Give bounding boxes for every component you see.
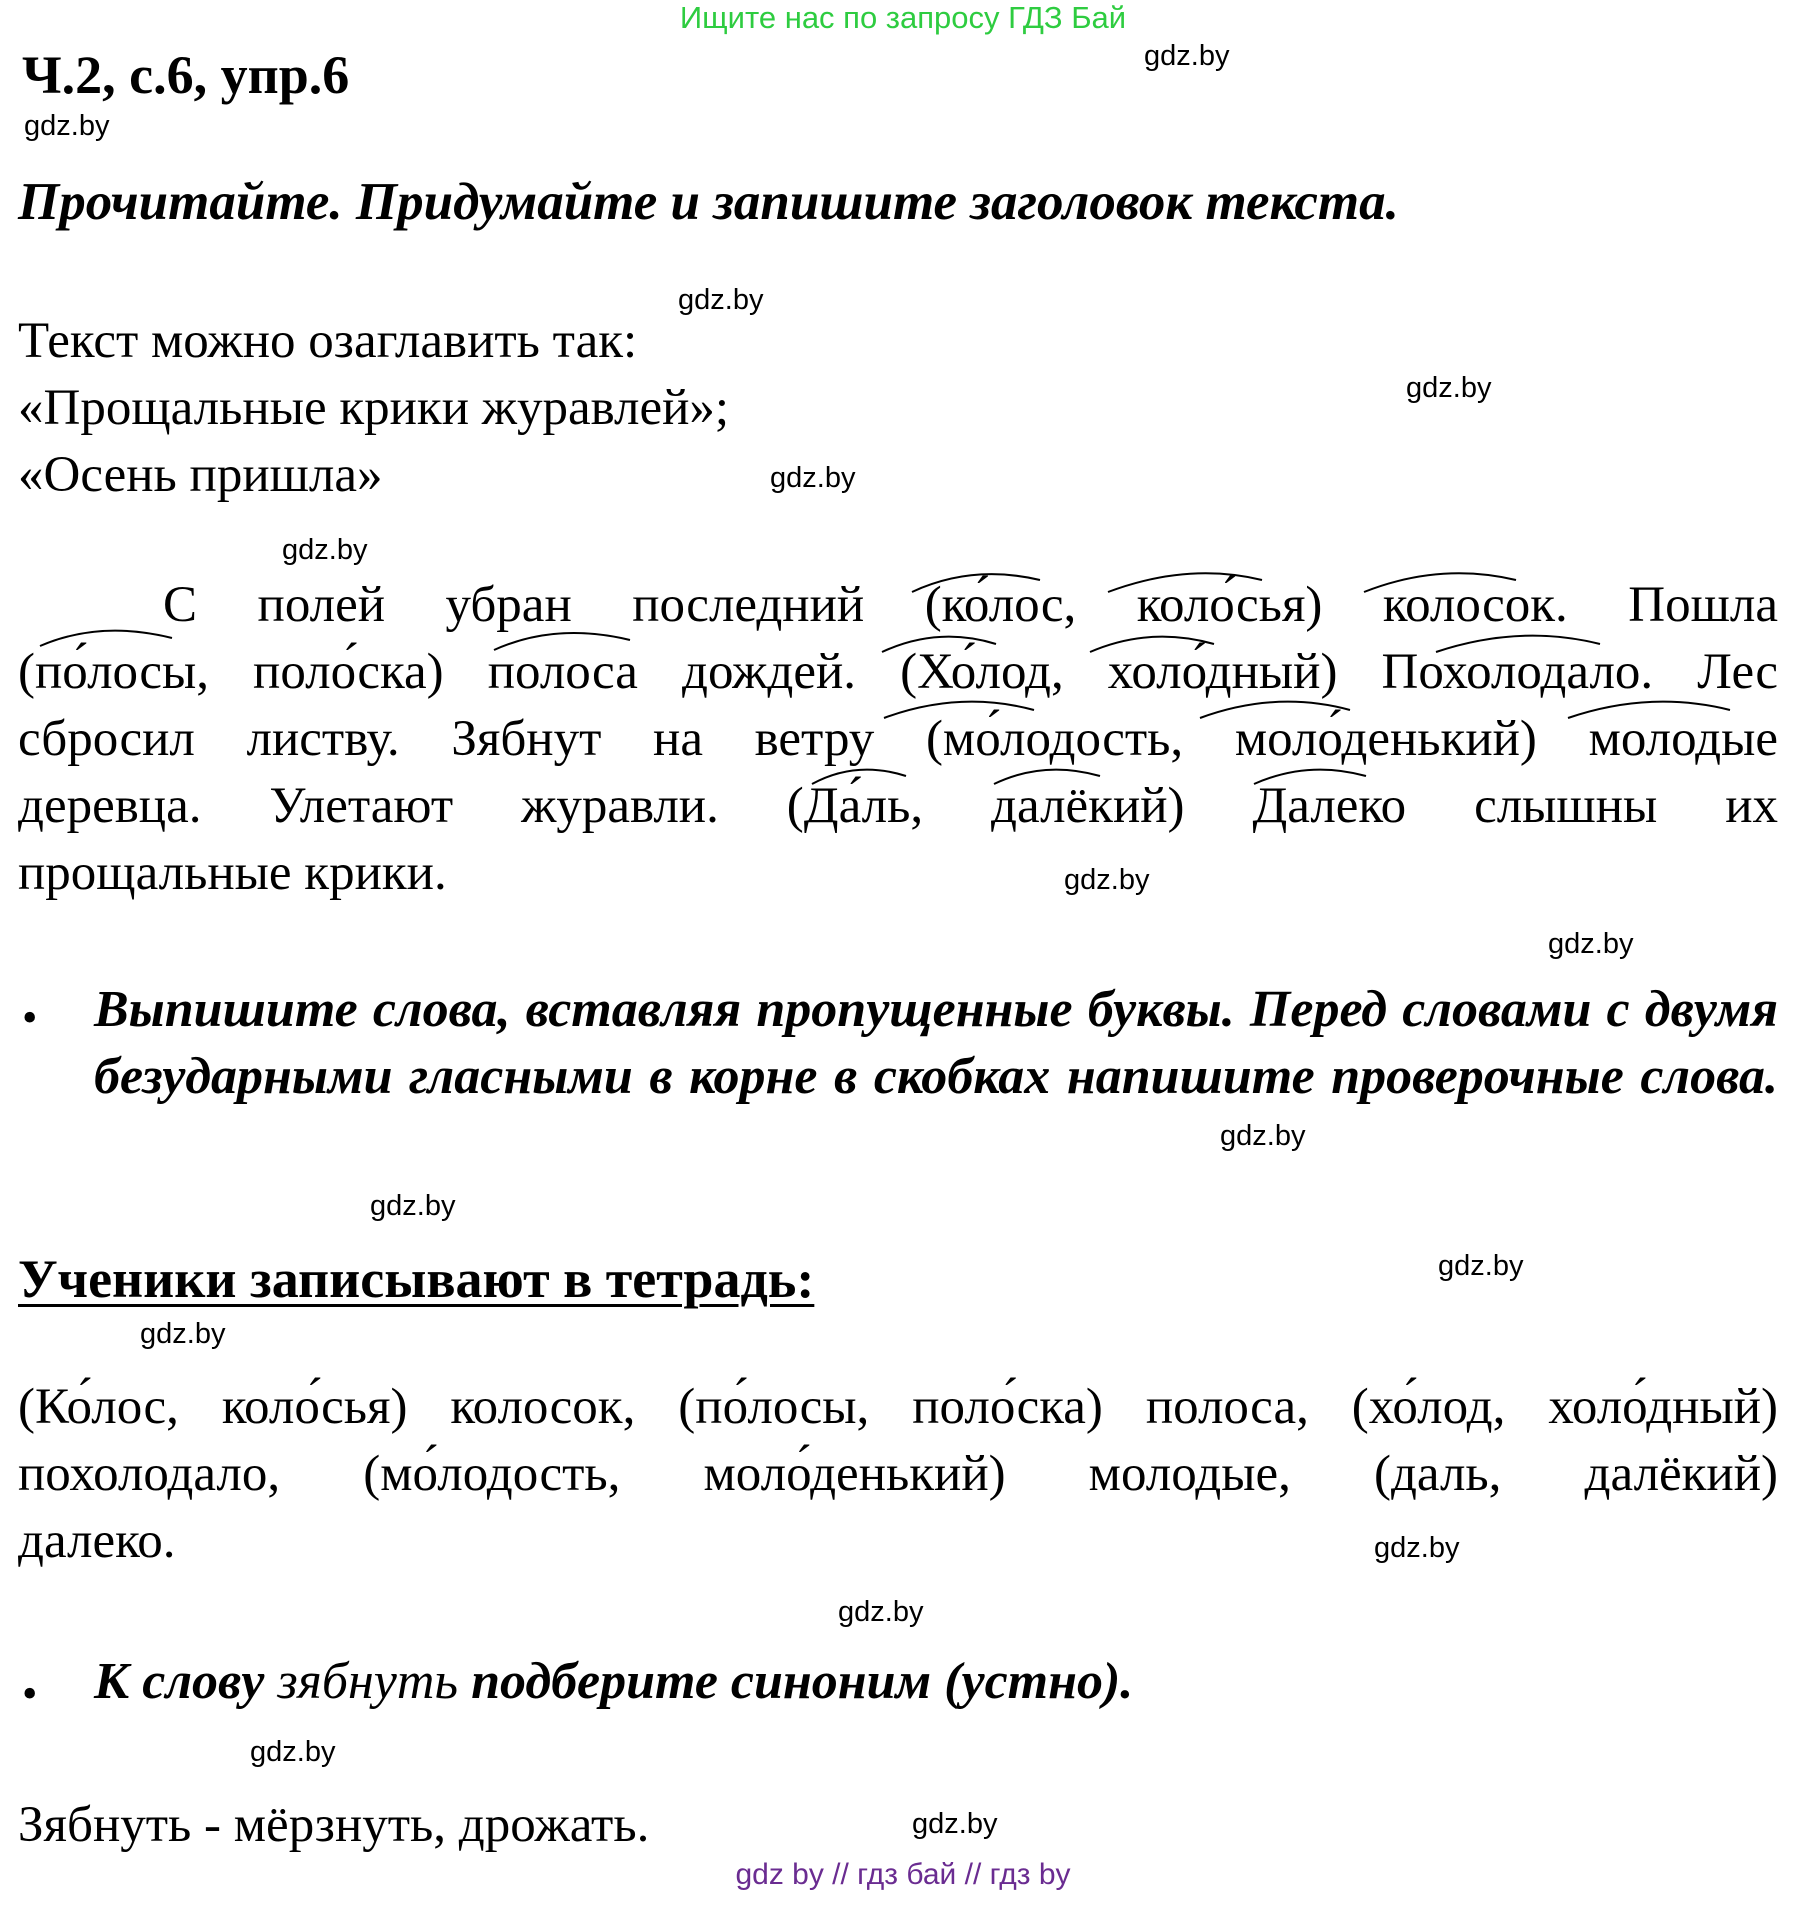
watermark: gdz.by	[1064, 864, 1150, 896]
task-1: Прочитайте. Придумайте и запишите заголовок текста.	[18, 173, 1399, 231]
task-3-rest: подберите синоним (устно).	[471, 1653, 1134, 1710]
main-text-line: С полей убран последний (ко́лос, коло́сья) колосок. Пошла	[163, 577, 1778, 633]
watermark: gdz.by	[140, 1318, 226, 1350]
answer-3: Зябнуть - мёрзнуть, дрожать.	[18, 1797, 650, 1853]
notebook-text	[18, 1374, 1778, 1575]
main-text	[18, 572, 1778, 907]
watermark: gdz.by	[282, 534, 368, 566]
watermark: gdz.by	[770, 462, 856, 494]
watermark: gdz.by	[678, 284, 764, 316]
main-text-line: прощальные крики.	[18, 845, 447, 901]
answer-intro	[18, 308, 729, 509]
main-text-line: (по́лосы, поло́ска) полоса дождей. (Хо́лод, холо́дный) Похолодало. Лес	[18, 644, 1778, 700]
notebook-text-line: (Ко́лос, коло́сья) колосок, (по́лосы, поло́ска) полоса, (хо́лод, холо́дный)	[18, 1379, 1778, 1435]
watermark: gdz.by	[912, 1808, 998, 1840]
footer-links: gdz by // гдз бай // гдз by	[735, 1858, 1071, 1891]
watermark: gdz.by	[838, 1596, 924, 1628]
notebook-text-line: далеко.	[18, 1513, 176, 1569]
task-3-word: зябнуть	[277, 1653, 459, 1710]
task-2: Выпишите слова, вставляя пропущенные буквы. Перед словами с двумя безударными гласными в корне в скобках напишите проверочные слова.	[94, 981, 1778, 1105]
watermark: gdz.by	[370, 1190, 456, 1222]
watermark: gdz.by	[1220, 1120, 1306, 1152]
task-3	[94, 1652, 1133, 1711]
task-3-lead: К слову	[94, 1653, 265, 1710]
watermark: gdz.by	[250, 1736, 336, 1768]
main-text-line: сбросил листву. Зябнут на ветру (мо́лодость, моло́денький) молодые	[18, 711, 1778, 767]
bullet-icon: •	[22, 1669, 38, 1718]
watermark: gdz.by	[24, 110, 110, 142]
watermark: gdz.by	[1406, 372, 1492, 404]
answer-intro-line: «Прощальные крики журавлей»;	[18, 380, 730, 436]
search-banner: Ищите нас по запросу ГДЗ Бай	[679, 0, 1127, 35]
watermark: gdz.by	[1438, 1250, 1524, 1282]
notebook-heading: Ученики записывают в тетрадь:	[18, 1249, 815, 1309]
bullet-icon: •	[22, 993, 38, 1042]
answer-intro-line: Текст можно озаглавить так:	[18, 313, 638, 369]
notebook-text-line: похолодало, (мо́лодость, моло́денький) молодые, (даль, далёкий)	[18, 1446, 1778, 1502]
main-text-line: деревца. Улетают журавли. (Да́ль, далёкий) Далеко слышны их	[18, 778, 1778, 834]
watermark: gdz.by	[1548, 928, 1634, 960]
exercise-title: Ч.2, с.6, упр.6	[22, 45, 350, 105]
watermark: gdz.by	[1374, 1532, 1460, 1564]
watermark: gdz.by	[1144, 40, 1230, 72]
answer-intro-line: «Осень пришла»	[18, 447, 383, 503]
